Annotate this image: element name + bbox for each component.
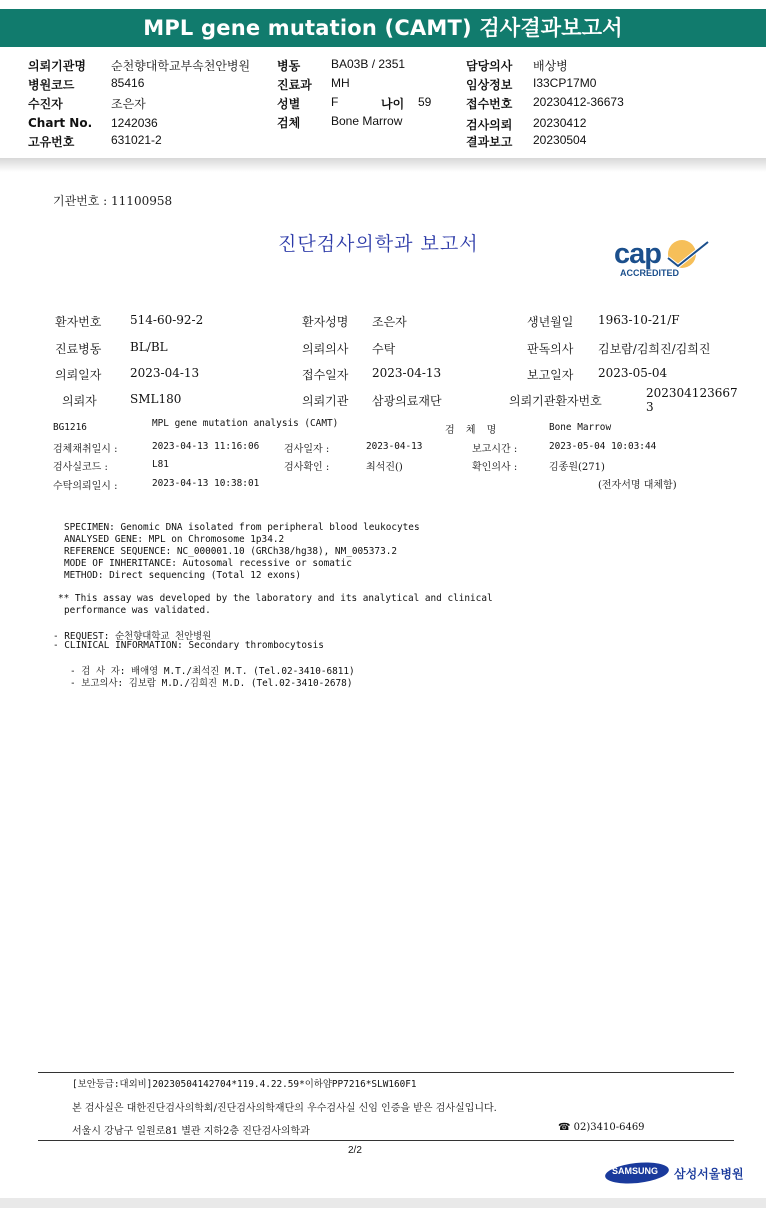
assay-note-line: ** This assay was developed by the laboratory and its analytical and clinical — [58, 593, 493, 604]
header-label: Chart No. — [28, 116, 93, 130]
collect-label: 검체채취일시 : — [53, 444, 118, 455]
report-time-value: 2023-05-04 10:03:44 — [549, 441, 657, 452]
confirm-value: 최석진() — [366, 462, 403, 473]
patient-value: 수탁 — [372, 342, 396, 356]
header-label: 접수번호 — [466, 97, 513, 111]
confirm-doc-value: 김종원(271) — [549, 462, 605, 473]
result-line: MODE OF INHERITANCE: Autosomal recessive or somatic — [64, 558, 352, 569]
room-value: L81 — [152, 459, 169, 470]
header-label: 담당의사 — [466, 59, 513, 73]
staff-line: - 보고의사: 김보람 M.D./김희진 M.D. (Tel.02-3410-2678) — [70, 678, 353, 689]
patient-label: 보고일자 — [527, 368, 574, 382]
header-value: MH — [331, 76, 350, 90]
esign-note: (전자서명 대체함) — [598, 480, 677, 491]
result-line: REFERENCE SEQUENCE: NC_000001.10 (GRCh38/hg38), NM_005373.2 — [64, 546, 398, 557]
header-label: 병원코드 — [28, 78, 75, 92]
samsung-text: SAMSUNG — [612, 1166, 659, 1176]
patient-label: 접수일자 — [302, 368, 349, 382]
header-label: 임상정보 — [466, 78, 513, 92]
collect-value: 2023-04-13 11:16:06 — [152, 441, 260, 452]
test-date-label: 검사일자 : — [284, 444, 330, 455]
page-title: 진단검사의학과 보고서 — [278, 233, 479, 255]
ext-patient-no-line1: 202304123667 — [646, 386, 738, 400]
header-label: 고유번호 — [28, 135, 75, 149]
cap-text: cap — [614, 238, 661, 270]
confirm-doc-label: 확인의사 : — [472, 462, 518, 473]
header-label: 검체 — [277, 116, 301, 130]
header-label: 진료과 — [277, 78, 312, 92]
received-label: 수탁의뢰일시 : — [53, 481, 118, 492]
report-time-label: 보고시간 : — [472, 444, 518, 455]
result-line: ANALYSED GENE: MPL on Chromosome 1p34.2 — [64, 534, 285, 545]
patient-label: 의뢰의사 — [302, 342, 349, 356]
header-value: I33CP17M0 — [533, 76, 597, 90]
header-value: F — [331, 95, 339, 109]
staff-line: - 검 사 자: 배애영 M.T./최석진 M.T. (Tel.02-3410-6811) — [70, 666, 355, 677]
patient-value: 2023-04-13 — [372, 366, 442, 380]
header-value: BA03B / 2351 — [331, 57, 406, 71]
cap-accredited-logo — [612, 236, 712, 280]
institution-number: 기관번호 : 11100958 — [53, 194, 173, 208]
header-value: Bone Marrow — [331, 114, 403, 128]
header-value: 20230504 — [533, 133, 587, 147]
patient-label: 의뢰기관 — [302, 394, 349, 408]
header-value: 20230412-36673 — [533, 95, 624, 109]
header-label: 성별 — [277, 97, 301, 111]
cap-accredited-text: ACCREDITED — [620, 268, 680, 278]
header-value: 631021-2 — [111, 133, 162, 147]
patient-value: SML180 — [130, 392, 182, 406]
patient-value: 삼광의료재단 — [372, 394, 442, 408]
patient-label: 의뢰기관환자번호 — [509, 394, 602, 408]
report-title-bar: MPL gene mutation (CAMT) 검사결과보고서 — [0, 9, 766, 47]
test-date-value: 2023-04-13 — [366, 441, 423, 452]
patient-value: 1963-10-21/F — [598, 313, 680, 327]
header-divider — [0, 158, 766, 172]
footer-rule-bottom — [38, 1140, 734, 1141]
patient-value: 조은자 — [372, 315, 407, 329]
header-label: 병동 — [277, 59, 301, 73]
request-line: - CLINICAL INFORMATION: Secondary thrombocytosis — [53, 640, 324, 651]
assay-note-line: performance was validated. — [64, 605, 211, 616]
patient-label: 판독의사 — [527, 342, 574, 356]
header-label: 검사의뢰 — [466, 118, 513, 132]
header-value: 배상병 — [533, 59, 568, 73]
received-value: 2023-04-13 10:38:01 — [152, 478, 260, 489]
patient-label: 의뢰자 — [62, 394, 97, 408]
patient-value: 2023-04-13 — [130, 366, 200, 380]
header-label: 결과보고 — [466, 135, 513, 149]
header-label: 수진자 — [28, 97, 63, 111]
result-line: SPECIMEN: Genomic DNA isolated from peripheral blood leukocytes — [64, 522, 420, 533]
test-code: BG1216 — [53, 422, 87, 433]
age-label: 나이 — [381, 97, 405, 111]
patient-value: BL/BL — [130, 340, 168, 354]
patient-value: 2023-05-04 — [598, 366, 668, 380]
specimen-label: 검 체 명 — [445, 425, 501, 436]
ext-patient-no-line2: 3 — [646, 400, 654, 414]
room-label: 검사실코드 : — [53, 462, 108, 473]
phone-line: ☎ 02)3410-6469 — [558, 1122, 645, 1133]
header-value: 1242036 — [111, 116, 158, 130]
confirm-label: 검사확인 : — [284, 462, 330, 473]
header-value: 85416 — [111, 76, 145, 90]
footer-rule-top — [38, 1072, 734, 1073]
patient-label: 환자성명 — [302, 315, 349, 329]
security-line: [보안등급:대외비]20230504142704*119.4.22.59*이하얌PP7216*SLW160F1 — [72, 1079, 417, 1090]
certification-line: 본 검사실은 대한진단검사의학회/진단검사의학재단의 우수검사실 신임 인증을 받은 검사실입니다. — [72, 1103, 497, 1114]
age-value: 59 — [418, 95, 432, 109]
result-line: METHOD: Direct sequencing (Total 12 exons) — [64, 570, 302, 581]
header-value: 조은자 — [111, 97, 146, 111]
specimen-value: Bone Marrow — [549, 422, 612, 433]
hospital-name: 삼성서울병원 — [674, 1167, 744, 1181]
address-line: 서울시 강남구 일원로81 별관 지하2층 진단검사의학과 — [72, 1126, 310, 1137]
bottom-margin — [0, 1198, 766, 1208]
header-value: 순천향대학교부속천안병원 — [111, 59, 251, 73]
patient-label: 환자번호 — [55, 315, 102, 329]
header-value: 20230412 — [533, 116, 587, 130]
request-line: - REQUEST: 순천향대학교 천안병원 — [53, 631, 212, 642]
patient-label: 생년월일 — [527, 315, 574, 329]
samsung-logo — [604, 1162, 670, 1184]
patient-value: 김보람/김희진/김희진 — [598, 342, 711, 356]
patient-label: 진료병동 — [55, 342, 102, 356]
page-number: 2/2 — [348, 1145, 362, 1156]
patient-value: 514-60-92-2 — [130, 313, 204, 327]
test-name: MPL gene mutation analysis (CAMT) — [152, 418, 339, 429]
header-label: 의뢰기관명 — [28, 59, 86, 73]
patient-label: 의뢰일자 — [55, 368, 102, 382]
